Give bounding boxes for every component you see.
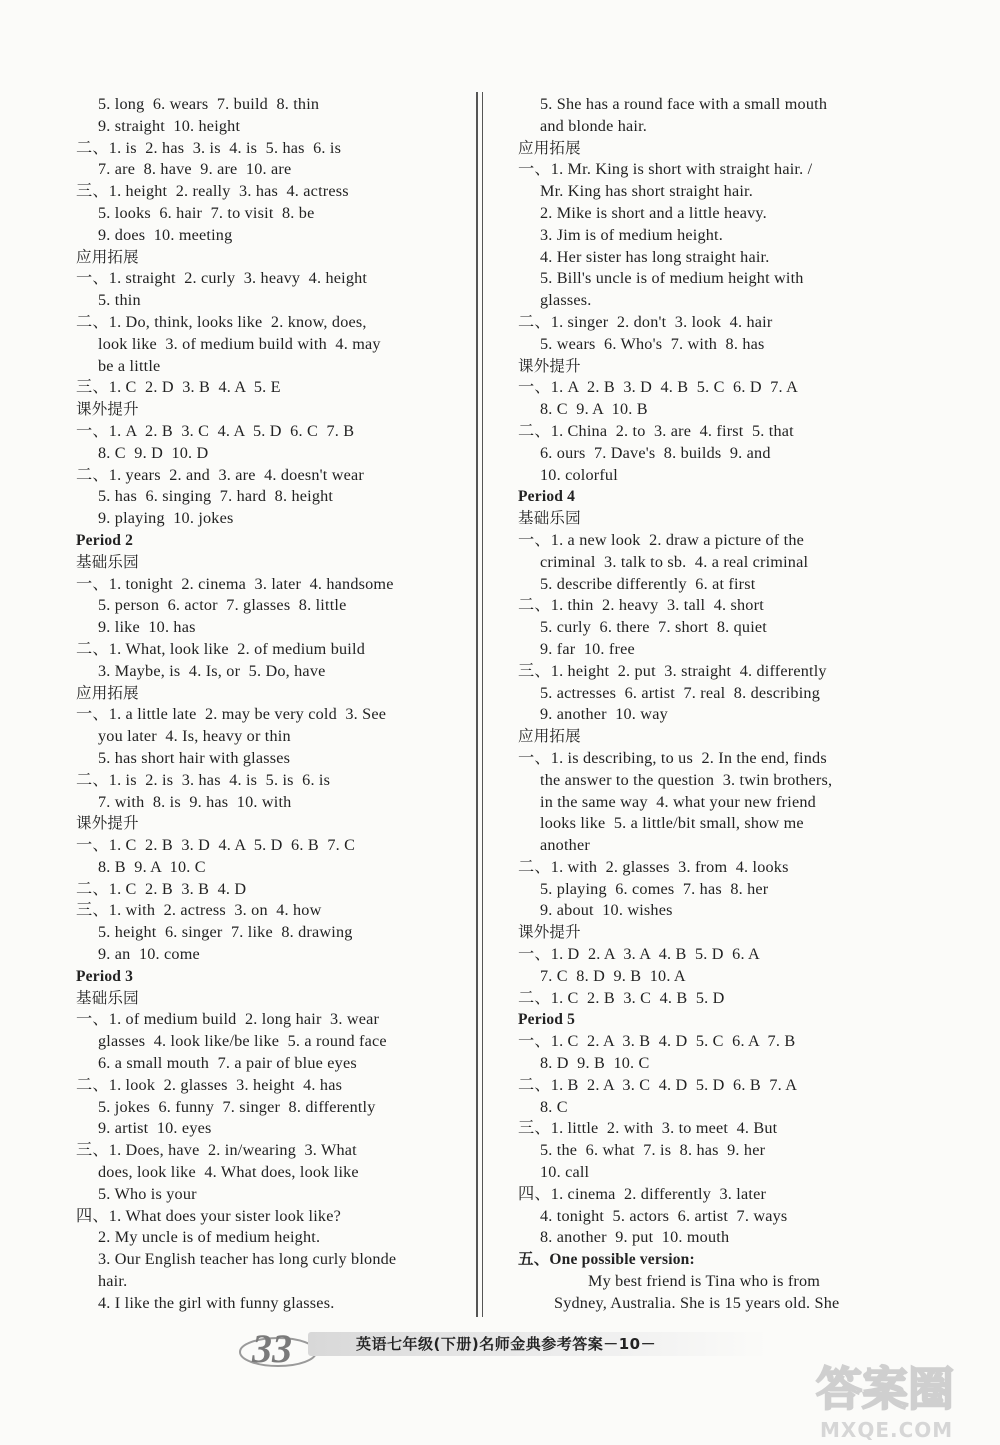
answer-line: 9. straight 10. height (98, 116, 241, 135)
section-heading: 应用拓展 (518, 138, 581, 157)
answer-line: another (540, 836, 590, 855)
answer-line: 8. another 9. put 10. mouth (540, 1228, 730, 1247)
answer-line: in the same way 4. what your new friend (540, 792, 816, 811)
answer-line: 3. Jim is of medium height. (540, 225, 724, 244)
answer-line: 二、1. singer 2. don't 3. look 4. hair (518, 312, 773, 331)
column-divider-thin (482, 92, 483, 1317)
answer-line: and blonde hair. (540, 116, 648, 135)
answer-line: 8. D 9. B 10. C (540, 1054, 650, 1073)
answer-line: 5. long 6. wears 7. build 8. thin (98, 95, 320, 113)
answer-line: 5. describe differently 6. at first (540, 574, 756, 593)
answer-line: Sydney, Australia. She is 15 years old. She (554, 1293, 840, 1312)
answer-line: 一、1. of medium build 2. long hair 3. wear (76, 1010, 380, 1029)
answer-line: 4. tonight 5. actors 6. artist 7. ways (540, 1206, 788, 1225)
answer-line: 三、1. height 2. put 3. straight 4. differently (518, 661, 827, 680)
answer-line: 7. are 8. have 9. are 10. are (98, 160, 292, 179)
answer-line: 9. artist 10. eyes (98, 1119, 212, 1138)
answer-line: 二、1. C 2. B 3. C 4. B 5. D (518, 988, 725, 1007)
section-heading: 基础乐园 (518, 509, 581, 528)
section-heading: Period 2 (76, 531, 134, 549)
watermark-url: MXQE.COM (820, 1418, 954, 1442)
svg-text:答案圈: 答案圈 (816, 1362, 954, 1416)
answer-line: 3. Maybe, is 4. Is, or 5. Do, have (98, 661, 326, 680)
watermark-logo-icon (812, 1355, 992, 1419)
answer-line: 二、1. thin 2. heavy 3. tall 4. short (518, 596, 764, 615)
answer-line: 一、1. A 2. B 3. D 4. B 5. C 6. D 7. A (518, 378, 799, 397)
answer-line: 一、1. straight 2. curly 3. heavy 4. height (76, 269, 368, 288)
answer-line: be a little (98, 356, 161, 375)
section-heading: 五、One possible version: (518, 1251, 695, 1269)
answer-line: 一、1. A 2. B 3. C 4. A 5. D 6. C 7. B (76, 421, 355, 440)
answer-line: 5. playing 6. comes 7. has 8. her (540, 879, 769, 898)
page-footer (238, 1320, 758, 1390)
section-heading: Period 3 (76, 967, 134, 985)
svg-text:33: 33 (252, 1326, 292, 1371)
section-heading: 应用拓展 (518, 727, 581, 746)
answer-line: 8. C 9. A 10. B (540, 400, 648, 419)
answer-line: 5. the 6. what 7. is 8. has 9. her (540, 1141, 766, 1160)
answer-line: glasses. (540, 291, 592, 310)
answer-line: hair. (98, 1272, 128, 1291)
answer-line: 二、1. is 2. has 3. is 4. is 5. has 6. is (76, 138, 342, 157)
answer-line: 10. colorful (540, 465, 618, 484)
section-heading: 课外提升 (76, 814, 139, 833)
answer-line: 4. I like the girl with funny glasses. (98, 1293, 335, 1312)
answer-line: 3. Our English teacher has long curly blonde (98, 1250, 397, 1269)
answer-line: 二、1. What, look like 2. of medium build (76, 639, 365, 658)
answer-line: look like 3. of medium build with 4. may (98, 334, 381, 353)
answer-line: 三、1. little 2. with 3. to meet 4. But (518, 1119, 778, 1138)
answer-line: 9. an 10. come (98, 945, 200, 964)
answer-line: 5. Who is your (98, 1184, 197, 1203)
answer-line: 8. C (540, 1097, 568, 1116)
answer-line: 二、1. look 2. glasses 3. height 4. has (76, 1075, 343, 1094)
answer-line: 二、1. B 2. A 3. C 4. D 5. D 6. B 7. A (518, 1075, 798, 1094)
answer-line: Mr. King has short straight hair. (540, 182, 753, 201)
section-heading: 应用拓展 (76, 247, 139, 266)
answer-line: 一、1. a new look 2. draw a picture of the (518, 530, 805, 549)
answer-line: 一、1. a little late 2. may be very cold 3. See (76, 705, 387, 724)
section-heading: 基础乐园 (76, 552, 139, 571)
answer-line: 一、1. tonight 2. cinema 3. later 4. handsome (76, 574, 394, 593)
answer-line: 四、1. cinema 2. differently 3. later (518, 1184, 767, 1203)
answer-line: 5. has 6. singing 7. hard 8. height (98, 487, 334, 506)
footer-title: 英语七年级(下册)名师金典参考答案－10－ (356, 1335, 657, 1353)
section-heading: Period 4 (518, 488, 576, 506)
answer-line: 一、1. Mr. King is short with straight hair. / (518, 160, 813, 179)
answer-line: 6. a small mouth 7. a pair of blue eyes (98, 1054, 357, 1073)
section-heading: 基础乐园 (76, 988, 139, 1007)
right-column (518, 94, 918, 1315)
answer-line: 9. like 10. has (98, 618, 196, 637)
answer-line: 一、1. is describing, to us 2. In the end, finds (518, 748, 827, 767)
answer-line: 5. curly 6. there 7. short 8. quiet (540, 618, 767, 637)
answer-line: 5. actresses 6. artist 7. real 8. describing (540, 683, 821, 702)
answer-line: 三、1. C 2. D 3. B 4. A 5. E (76, 378, 281, 397)
answer-line: 5. wears 6. Who's 7. with 8. has (540, 334, 765, 353)
answer-line: 二、1. with 2. glasses 3. from 4. looks (518, 857, 789, 876)
answer-line: does, look like 4. What does, look like (98, 1163, 359, 1182)
section-heading: 课外提升 (518, 923, 581, 942)
answer-line: 二、1. Do, think, looks like 2. know, does, (76, 312, 367, 331)
answer-line: 二、1. years 2. and 3. are 4. doesn't wear (76, 465, 364, 484)
answer-line: 5. height 6. singer 7. like 8. drawing (98, 923, 353, 942)
answer-line: 9. about 10. wishes (540, 901, 673, 920)
answer-line: 8. C 9. D 10. D (98, 443, 209, 462)
answer-line: 5. thin (98, 291, 141, 310)
answer-line: 10. call (540, 1163, 590, 1182)
column-divider (476, 92, 478, 1317)
answer-line: looks like 5. a little/bit small, show me (540, 814, 804, 833)
answer-line: 8. B 9. A 10. C (98, 857, 206, 876)
answer-line: 四、1. What does your sister look like? (76, 1206, 342, 1225)
answer-line: 5. person 6. actor 7. glasses 8. little (98, 596, 347, 615)
answer-line: 5. Bill's uncle is of medium height with (540, 269, 804, 288)
answer-line: 2. Mike is short and a little heavy. (540, 203, 767, 222)
answer-line: the answer to the question 3. twin brothers, (540, 770, 833, 789)
answer-line: My best friend is Tina who is from (588, 1272, 821, 1291)
answer-line: 9. another 10. way (540, 705, 668, 724)
answer-line: 2. My uncle is of medium height. (98, 1228, 321, 1247)
answer-line: 三、1. Does, have 2. in/wearing 3. What (76, 1141, 357, 1160)
answer-line: 5. looks 6. hair 7. to visit 8. be (98, 203, 315, 222)
answer-line: 9. does 10. meeting (98, 225, 233, 244)
answer-line: glasses 4. look like/be like 5. a round face (98, 1032, 387, 1051)
answer-line: 二、1. China 2. to 3. are 4. first 5. that (518, 421, 794, 440)
answer-line: you later 4. Is, heavy or thin (98, 727, 291, 746)
answer-line: 一、1. C 2. A 3. B 4. D 5. C 6. A 7. B (518, 1032, 796, 1051)
answer-line: 7. C 8. D 9. B 10. A (540, 966, 686, 985)
answer-line: 7. with 8. is 9. has 10. with (98, 792, 292, 811)
answer-line: 9. far 10. free (540, 639, 635, 658)
answer-line: 一、1. D 2. A 3. A 4. B 5. D 6. A (518, 945, 760, 964)
answer-line: criminal 3. talk to sb. 4. a real criminal (540, 552, 809, 571)
answer-line: 二、1. C 2. B 3. B 4. D (76, 879, 247, 898)
section-heading: Period 5 (518, 1011, 576, 1029)
answer-line: 9. playing 10. jokes (98, 509, 234, 528)
answer-line: 5. She has a round face with a small mouth (540, 95, 828, 113)
answer-line: 二、1. is 2. is 3. has 4. is 5. is 6. is (76, 770, 331, 789)
left-column (76, 94, 466, 1315)
answer-line: 三、1. height 2. really 3. has 4. actress (76, 182, 349, 201)
answer-line: 三、1. with 2. actress 3. on 4. how (76, 901, 322, 920)
answer-line: 5. has short hair with glasses (98, 748, 291, 767)
answer-line: 5. jokes 6. funny 7. singer 8. differently (98, 1097, 376, 1116)
section-heading: 应用拓展 (76, 683, 139, 702)
answer-line: 一、1. C 2. B 3. D 4. A 5. D 6. B 7. C (76, 836, 356, 855)
answer-line: 4. Her sister has long straight hair. (540, 247, 770, 266)
section-heading: 课外提升 (518, 356, 581, 375)
section-heading: 课外提升 (76, 400, 139, 419)
answer-line: 6. ours 7. Dave's 8. builds 9. and (540, 443, 771, 462)
